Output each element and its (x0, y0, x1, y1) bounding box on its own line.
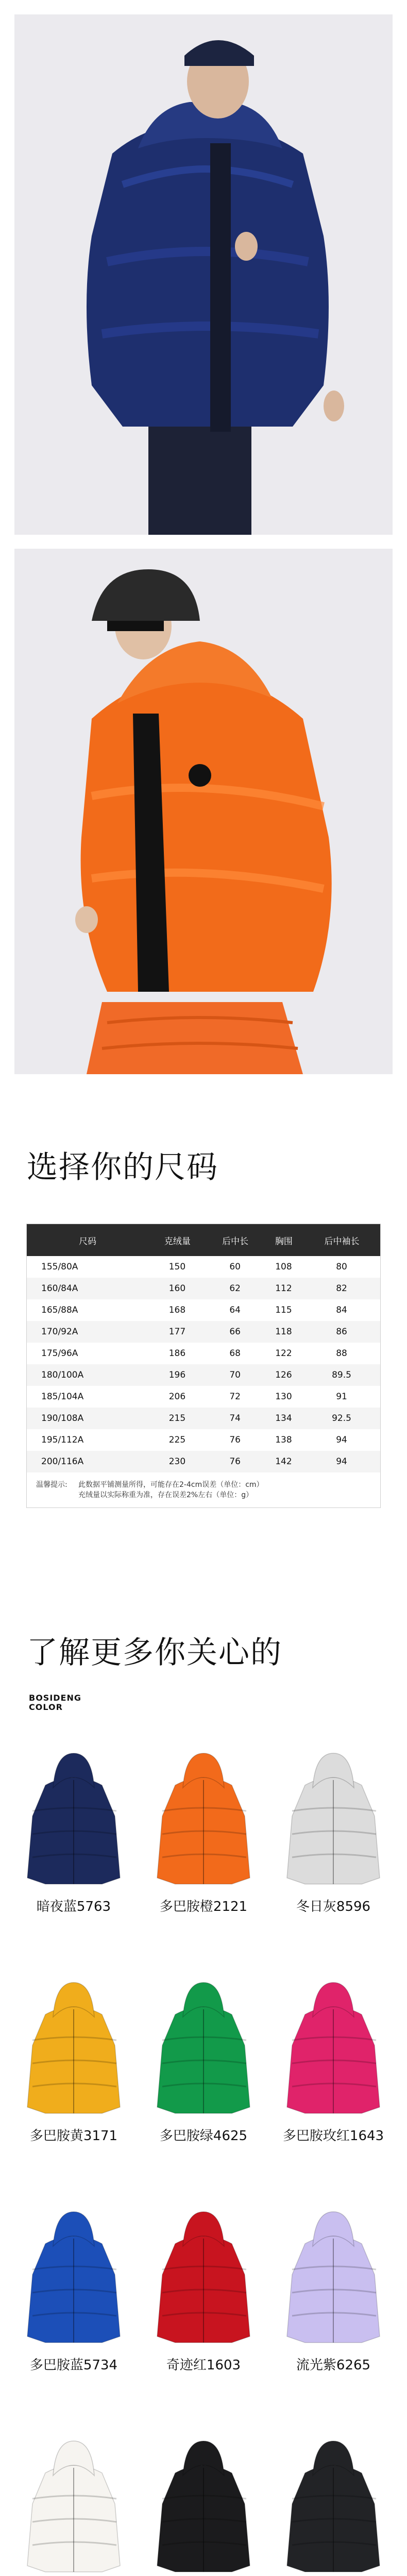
size-table-row (27, 1451, 381, 1472)
size-table-cell: 76 (207, 1429, 264, 1451)
size-table-row (27, 1299, 381, 1321)
size-table-cell: 115 (264, 1299, 303, 1321)
size-table-cell: 170/92A (27, 1321, 149, 1343)
color-option[interactable] (14, 1749, 133, 1916)
color-option-label: 多巴胺蓝5734 (29, 2358, 118, 2373)
size-table-cell: 89.5 (303, 1364, 380, 1386)
color-option-label: 冬日灰8596 (296, 1899, 371, 1914)
size-table-cell: 186 (148, 1343, 206, 1364)
color-option-label: 多巴胺玫红1643 (282, 2128, 384, 2144)
col-sleeve: 后中袖长 (303, 1224, 380, 1257)
size-note-row (27, 1472, 381, 1508)
color-option[interactable] (274, 2208, 393, 2375)
size-table-cell: 66 (207, 1321, 264, 1343)
note-label: 温馨提示: (36, 1481, 67, 1489)
size-table-cell: 118 (264, 1321, 303, 1343)
size-table-cell: 122 (264, 1343, 303, 1364)
size-table-cell: 84 (303, 1299, 380, 1321)
size-table-cell: 175/96A (27, 1343, 149, 1364)
size-table-row (27, 1343, 381, 1364)
size-table-row (27, 1278, 381, 1299)
product-photo-navy (14, 14, 393, 535)
color-option[interactable] (144, 2437, 263, 2576)
size-table-cell: 230 (148, 1451, 206, 1472)
jacket-swatch-icon (25, 1749, 123, 1888)
size-table-cell: 80 (303, 1256, 380, 1278)
size-table-cell: 190/108A (27, 1408, 149, 1429)
col-back-length: 后中长 (207, 1224, 264, 1257)
size-table-cell: 88 (303, 1343, 380, 1364)
size-table-cell: 177 (148, 1321, 206, 1343)
size-table-cell: 130 (264, 1386, 303, 1408)
jacket-swatch-icon (25, 1978, 123, 2117)
jacket-swatch-icon (284, 2437, 382, 2576)
size-table-cell: 112 (264, 1278, 303, 1299)
size-table-cell: 108 (264, 1256, 303, 1278)
color-option-label: 奇迹红1603 (166, 2358, 241, 2373)
product-photo-orange (14, 549, 393, 1074)
size-table-cell: 150 (148, 1256, 206, 1278)
size-table-cell: 225 (148, 1429, 206, 1451)
size-table-cell: 126 (264, 1364, 303, 1386)
size-table-cell: 142 (264, 1451, 303, 1472)
size-table-cell: 60 (207, 1256, 264, 1278)
color-option[interactable] (14, 1978, 133, 2145)
size-table-cell: 168 (148, 1299, 206, 1321)
size-table-row (27, 1321, 381, 1343)
size-table-cell: 86 (303, 1321, 380, 1343)
size-table-cell: 74 (207, 1408, 264, 1429)
size-table-cell: 62 (207, 1278, 264, 1299)
size-table-header (27, 1224, 381, 1257)
size-table-cell: 92.5 (303, 1408, 380, 1429)
size-table-cell: 76 (207, 1451, 264, 1472)
color-option[interactable] (144, 2208, 263, 2375)
size-table-cell: 196 (148, 1364, 206, 1386)
color-option-label: 多巴胺黄3171 (29, 2128, 118, 2144)
col-size: 尺码 (27, 1224, 149, 1257)
size-table-cell: 165/88A (27, 1299, 149, 1321)
color-option[interactable] (14, 2437, 133, 2576)
size-table-row (27, 1256, 381, 1278)
size-table-cell: 94 (303, 1451, 380, 1472)
size-table-cell: 64 (207, 1299, 264, 1321)
size-table-cell: 91 (303, 1386, 380, 1408)
brand-color-label: BOSIDENG COLOR (29, 1693, 82, 1712)
size-table-cell: 134 (264, 1408, 303, 1429)
size-table-cell: 94 (303, 1429, 380, 1451)
color-option-label: 多巴胺绿4625 (159, 2128, 248, 2144)
size-table-row (27, 1386, 381, 1408)
size-table-cell: 70 (207, 1364, 264, 1386)
size-table-cell: 72 (207, 1386, 264, 1408)
size-table-cell: 195/112A (27, 1429, 149, 1451)
color-option-label: 多巴胺橙2121 (159, 1899, 248, 1914)
color-option-label: 暗夜蓝5763 (36, 1899, 111, 1914)
size-table-cell: 180/100A (27, 1364, 149, 1386)
color-option[interactable] (274, 1978, 393, 2145)
jacket-swatch-icon (155, 2208, 252, 2347)
size-table-cell: 68 (207, 1343, 264, 1364)
jacket-swatch-icon (155, 2437, 252, 2576)
jacket-swatch-icon (155, 1978, 252, 2117)
size-table-cell: 155/80A (27, 1256, 149, 1278)
size-table-cell: 160 (148, 1278, 206, 1299)
color-option-label: 流光紫6265 (296, 2358, 371, 2373)
jacket-swatch-icon (284, 2208, 382, 2347)
size-table (26, 1224, 381, 1508)
size-table-cell: 215 (148, 1408, 206, 1429)
size-table-row (27, 1408, 381, 1429)
size-table-cell: 200/116A (27, 1451, 149, 1472)
color-option[interactable] (144, 1978, 263, 2145)
size-table-cell: 82 (303, 1278, 380, 1299)
size-table-cell: 160/84A (27, 1278, 149, 1299)
size-section-title: 选择你的尺码 (27, 1149, 218, 1185)
color-option[interactable] (274, 2437, 393, 2576)
col-down-weight: 克绒量 (148, 1224, 206, 1257)
size-table-row (27, 1364, 381, 1386)
color-option[interactable] (14, 2208, 133, 2375)
jacket-swatch-icon (25, 2208, 123, 2347)
jacket-swatch-icon (25, 2437, 123, 2576)
color-option[interactable] (274, 1749, 393, 1916)
care-section-title: 了解更多你关心的 (27, 1635, 282, 1671)
size-table-row (27, 1429, 381, 1451)
col-chest: 胸围 (264, 1224, 303, 1257)
jacket-swatch-icon (284, 1749, 382, 1888)
color-option[interactable] (144, 1749, 263, 1916)
size-table-cell: 206 (148, 1386, 206, 1408)
size-table-cell: 185/104A (27, 1386, 149, 1408)
note-text: 此数据平铺测量所得，可能存在2-4cm误差（单位：cm） 充绒量以实际称重为准，存在误差2%左右（单位：g） (78, 1481, 264, 1499)
jacket-swatch-icon (155, 1749, 252, 1888)
jacket-swatch-icon (284, 1978, 382, 2117)
size-table-cell: 138 (264, 1429, 303, 1451)
